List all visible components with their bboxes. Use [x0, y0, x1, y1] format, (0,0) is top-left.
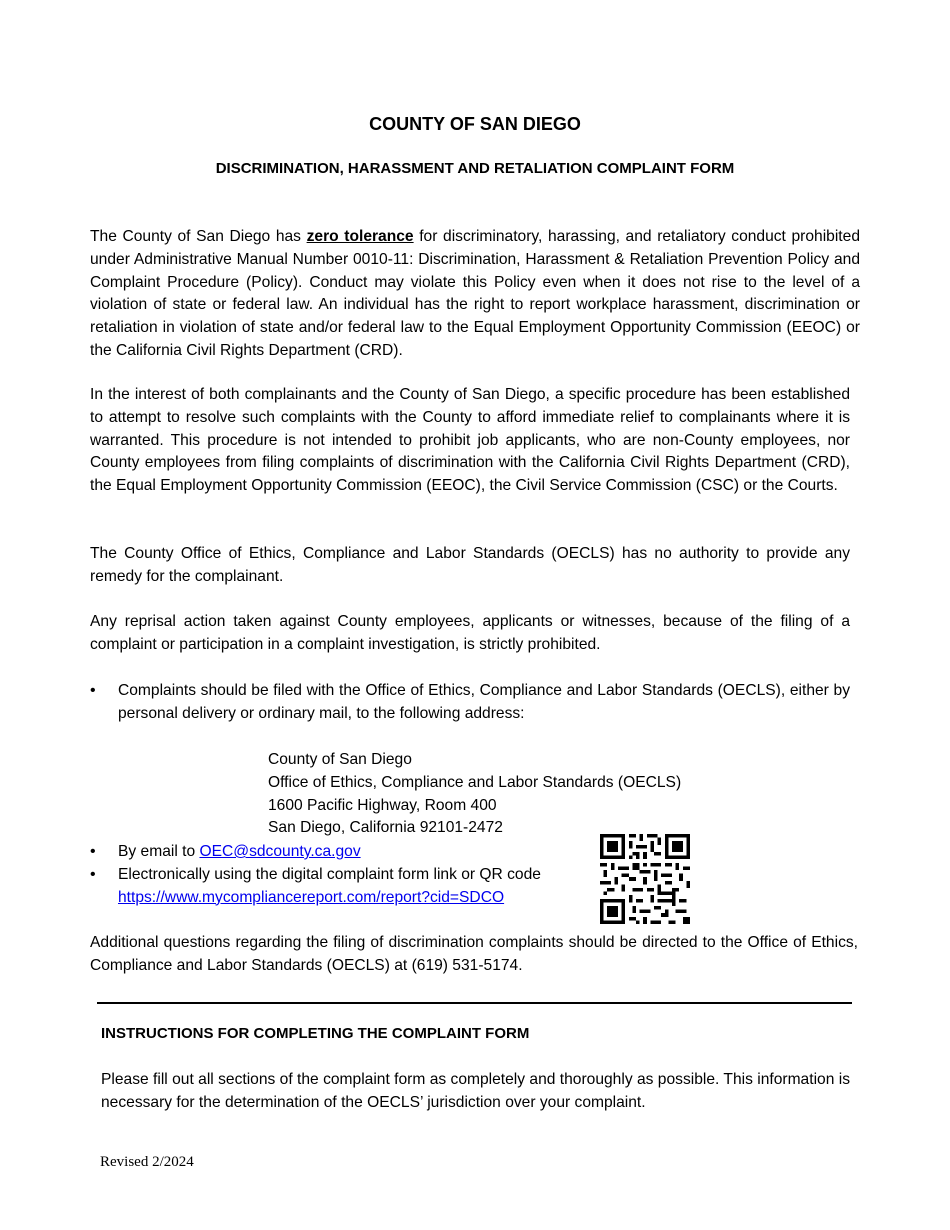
address-line: County of San Diego — [268, 751, 412, 768]
revision-date: Revised 2/2024 — [100, 1154, 194, 1170]
complaint-form-link[interactable]: https://www.mycompliancereport.com/report?cid=SDCO — [118, 888, 505, 906]
filing-bullet-list-electronic — [90, 841, 590, 909]
intro-text-after: for discriminatory, harassing, and retaliatory conduct prohibited under Administrative Manual Number 0010-11: Discrimination, Harassment & Retaliation Prevention Policy and Complaint Procedure (Policy). Conduct may violate this Policy even when it does not rise to the level of a violation of state or federal law. An individual has the right to report workplace harassment, discrimination or retaliation in violation of state and/or federal law to the Equal Employment Opportunity Commission (EEOC) or the California Civil Rights Department (CRD). — [90, 228, 860, 359]
instructions-text: Please fill out all sections of the complaint form as completely and thoroughly as possible. This information is necessary for the determination of the OECLS’ jurisdiction over your complaint. — [101, 1071, 850, 1111]
bullet-mail-delivery: • Complaints should be filed with the Office of Ethics, Compliance and Labor Standards (OECLS), either by personal delivery or ordinary mail, to the following address: — [90, 680, 850, 726]
address-line: San Diego, California 92101-2472 — [268, 819, 503, 837]
page-title: COUNTY OF SAN DIEGO — [369, 114, 581, 134]
email-prefix: By email to — [118, 843, 200, 860]
address-line: 1600 Pacific Highway, Room 400 — [268, 796, 497, 814]
filing-bullet-list — [90, 680, 850, 726]
bullet-electronic — [90, 864, 590, 910]
zero-tolerance-emphasis: zero tolerance — [306, 228, 414, 245]
intro-text-before: The County of San Diego has — [90, 228, 307, 245]
intro-paragraph-procedure: In the interest of both complainants and the County of San Diego, a specific procedure has been established to attempt to resolve such complaints with the County to afford immediate relief to complainants where it is warranted. This procedure is not intended to prohibit job applicants, who are non-County employees, nor County employees from filing complaints of discrimination with the California Civil Rights Department (CRD), the Equal Employment Opportunity Commission (EEOC), the Civil Service Commission (CSC) or the Courts. — [90, 386, 850, 495]
section-divider — [97, 1002, 852, 1004]
address-line: Office of Ethics, Compliance and Labor Standards (OECLS) — [268, 773, 682, 791]
mailing-address — [268, 749, 681, 840]
intro-paragraph-policy — [90, 226, 860, 363]
instructions-heading: INSTRUCTIONS FOR COMPLETING THE COMPLAINT FORM — [101, 1025, 530, 1042]
bullet-email — [90, 841, 590, 864]
intro-paragraph-authority: The County Office of Ethics, Compliance and Labor Standards (OECLS) has no authority to provide any remedy for the complainant. — [90, 545, 850, 585]
qr-code-icon[interactable] — [600, 834, 690, 924]
email-link[interactable]: OEC@sdcounty.ca.gov — [199, 843, 361, 860]
additional-questions: Additional questions regarding the filing of discrimination complaints should be directed to the Office of Ethics, Compliance and Labor Standards (OECLS) at (619) 531-5174. — [90, 934, 858, 974]
electronic-text: Electronically using the digital complaint form link or QR code — [118, 865, 541, 883]
form-title: DISCRIMINATION, HARASSMENT AND RETALIATION COMPLAINT FORM — [215, 160, 735, 177]
intro-paragraph-reprisal: Any reprisal action taken against County employees, applicants or witnesses, because of the filing of a complaint or participation in a complaint investigation, is strictly prohibited. — [90, 613, 850, 653]
